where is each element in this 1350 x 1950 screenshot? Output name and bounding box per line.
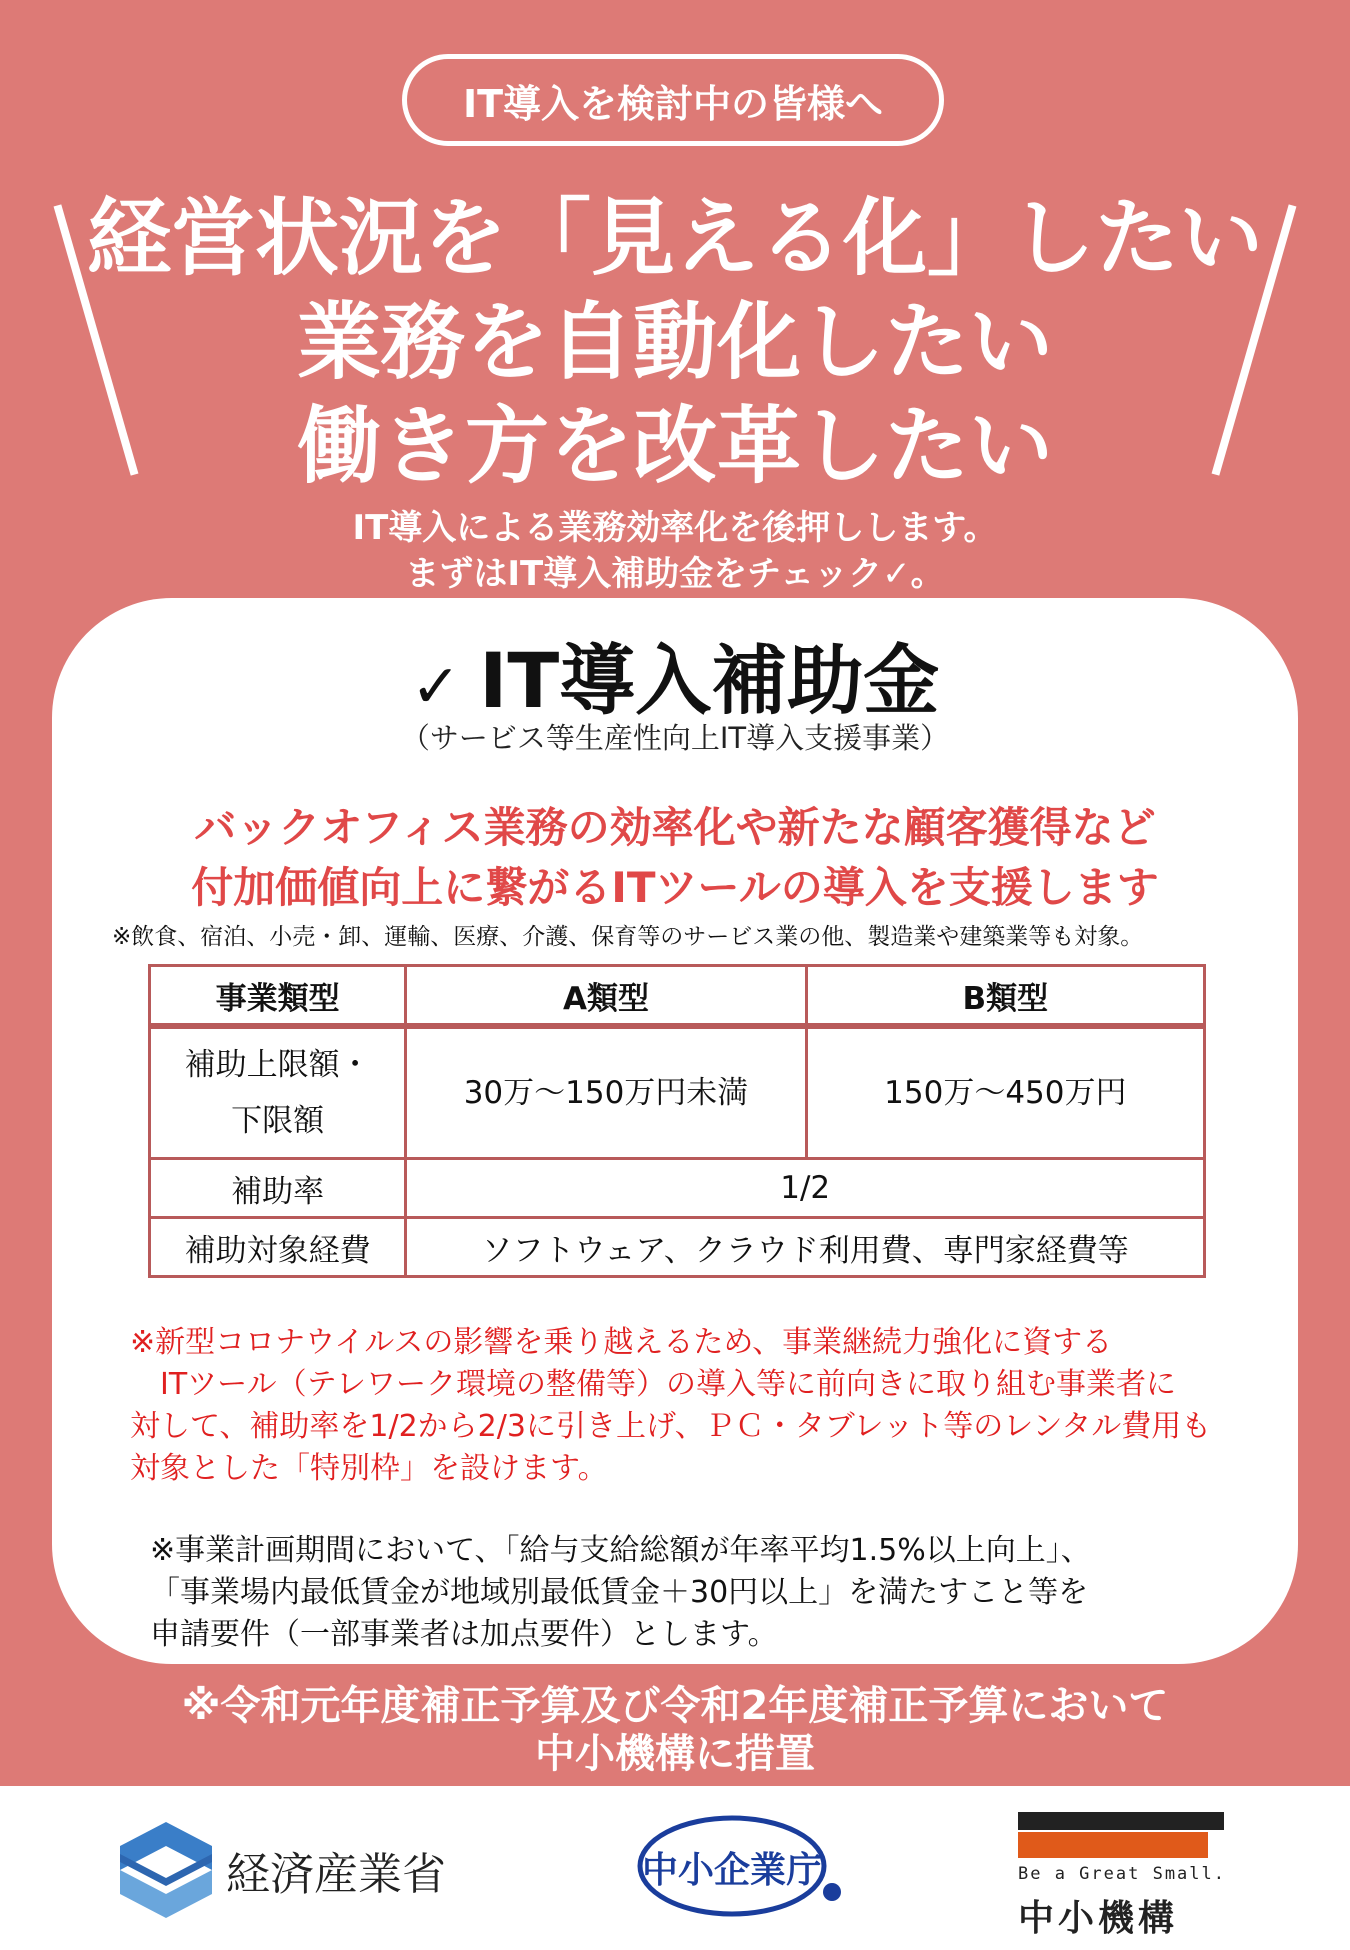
special-frame-note [130,1322,1240,1490]
sme-agency-logo [632,1812,852,1922]
card-title [0,620,1350,729]
row-label-limit-line2: 下限額 [231,1103,325,1139]
requirements-note-line: 申請要件（一部事業者は加点要件）とします。 [150,1617,778,1652]
card-subtitle: （サービス等生産性向上IT導入支援事業） [400,721,950,755]
cell-a-limit: 30万～150万円未満 [406,1026,806,1159]
special-note-line: 対して、補助率を1/2から2/3に引き上げ、ＰＣ・タブレット等のレンタル費用も [130,1409,1212,1444]
meti-mark-icon [120,1822,212,1918]
table-header-type: 事業類型 [150,966,406,1027]
table-row [150,1159,1205,1218]
requirements-note [150,1530,1250,1656]
table-header-a: A類型 [406,966,806,1027]
meti-name: 経済産業省 [226,1849,446,1900]
table-row [150,1026,1205,1159]
smrj-bar-orange [1018,1832,1208,1858]
cell-b-limit: 150万～450万円 [806,1026,1204,1159]
meti-logo [120,1822,480,1918]
eligibility-note: ※飲食、宿泊、小売・卸、運輸、医療、介護、保育等のサービス業の他、製造業や建築業等も対象。 [112,924,1144,950]
checkmark-icon: ✓ [410,652,462,722]
subsidy-table [148,964,1206,1278]
audience-pill [402,54,944,146]
smrj-logo [1016,1806,1230,1939]
headline-1: 経営状況を「見える化」したい [86,189,1263,287]
table-header-row [150,966,1205,1027]
requirements-note-line: 「事業場内最低賃金が地域別最低賃金＋30円以上」を満たすこと等を [150,1575,1089,1610]
cell-expenses: ソフトウェア、クラウド利用費、専門家経費等 [406,1218,1205,1277]
lead-line-1: バックオフィス業務の効率化や新たな顧客獲得など [194,803,1156,852]
budget-note-line-2: 中小機構に措置 [535,1731,815,1777]
row-label-limit-line1: 補助上限額・ [184,1047,371,1083]
row-label-rate: 補助率 [150,1159,406,1218]
sme-agency-name: 中小企業庁 [641,1850,822,1891]
headline-3: 働き方を改革したい [296,397,1053,495]
headline-2: 業務を自動化したい [296,293,1053,391]
row-label-expenses: 補助対象経費 [150,1218,406,1277]
card-title-text: IT導入補助金 [479,636,940,725]
row-label-limit [150,1026,406,1159]
table-header-b: B類型 [806,966,1204,1027]
smrj-name: 中小機構 [1018,1898,1179,1939]
smrj-tagline: Be a Great Small. [1018,1864,1226,1884]
budget-note-line-1: ※令和元年度補正予算及び令和2年度補正予算において [181,1683,1169,1729]
special-note-line: 対象とした「特別枠」を設けます。 [130,1451,608,1486]
requirements-note-line: ※事業計画期間において、「給与支給総額が年率平均1.5%以上向上」、 [150,1533,1091,1568]
table-row [150,1218,1205,1277]
special-note-line: ITツール（テレワーク環境の整備等）の導入等に前向きに取り組む事業者に [130,1367,1176,1402]
sub-line-2: まずはIT導入補助金をチェック✓。 [405,554,945,594]
sub-line-1: IT導入による業務効率化を後押しします。 [352,508,998,548]
smrj-bar-dark [1018,1812,1224,1830]
audience-pill-text: IT導入を検討中の皆様へ [462,81,884,126]
cell-rate: 1/2 [406,1159,1205,1218]
lead-line-2: 付加価値向上に繋がるITツールの導入を支援します [191,863,1159,912]
special-note-line: ※新型コロナウイルスの影響を乗り越えるため、事業継続力強化に資する [130,1325,1113,1360]
